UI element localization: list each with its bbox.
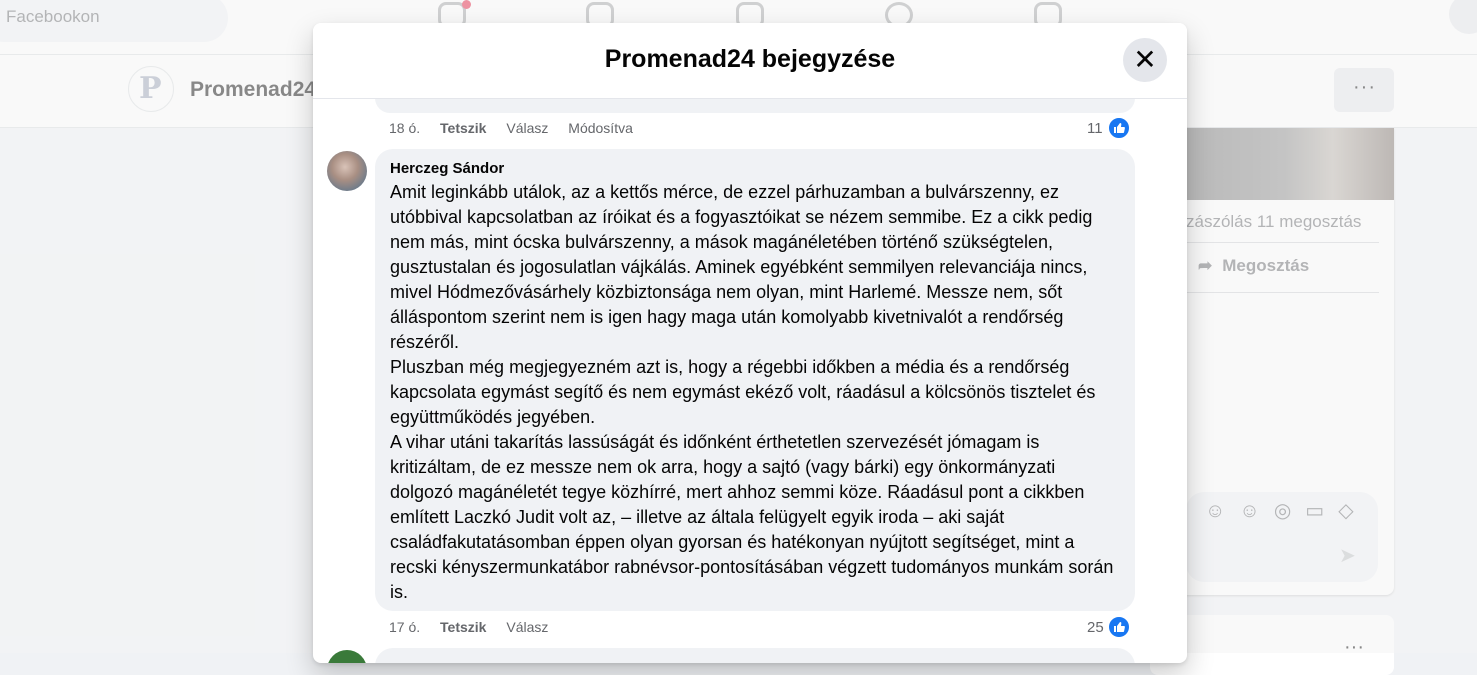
next-comment-bubble: [375, 648, 1135, 663]
like-icon[interactable]: [1108, 616, 1130, 638]
like-button[interactable]: Tetszik: [440, 619, 487, 635]
dialog-header: [313, 23, 1187, 99]
like-button[interactable]: Tetszik: [440, 120, 487, 136]
close-button[interactable]: [1123, 38, 1167, 82]
edited-label: Módosítva: [568, 120, 633, 136]
comment-text: [390, 180, 1120, 605]
dialog-title: Promenad24 bejegyzése: [604, 45, 896, 73]
comment-paragraph: Amit leginkább utálok, az a kettős mérce, de ezzel párhuzamban a bulvárszenny, ez utóbbival kapcsolatban az íróikat és a fogyasztóikat se nézem semmibe. Ez a cikk pedig nem más, mint ócska bulvárszenny, a mások magánéletében történő szükségtelen, gusztustalan és jogosulatlan vájkálás. Aminek egyébként semmilyen relevanciája nincs, mivel Hódmezővásárhely közbiztonsága nem olyan, mint Harlemé. Messze nem, sőt álláspontom szerint nem is igen hagy maga után komolyabb kivetnivalót a rendőrség részéről.: [390, 182, 1093, 352]
avatar[interactable]: [327, 151, 367, 191]
comment-time[interactable]: 17 ó.: [389, 619, 421, 635]
reaction-count[interactable]: 11: [1087, 120, 1103, 137]
avatar[interactable]: [327, 650, 367, 663]
comment-time[interactable]: 18 ó.: [389, 120, 421, 136]
comment-paragraph: Pluszban még megjegyezném azt is, hogy a régebbi időkben a média és a rendőrség kapcsolata egymást segítő és nem egymást ekéző volt, ráadásul a kölcsönös tisztelet és együttműködés jegyében.: [390, 357, 1096, 427]
comment-actions: [389, 619, 564, 635]
reply-button[interactable]: Válasz: [506, 120, 549, 136]
comment-author[interactable]: Herczeg Sándor: [390, 160, 505, 177]
close-icon: ✕: [1133, 44, 1157, 75]
previous-comment-actions: [389, 120, 649, 136]
comment-paragraph: A vihar utáni takarítás lassúságát és időnként érthetetlen szervezését jómagam is kritizáltam, de ez messze nem ok arra, hogy a sajtó (vagy bárki) egy önkormányzati dolgozó magánéletét tegye közhírré, mert ahhoz semmi köze. Ráadásul pont a cikkben említett Laczkó Judit volt az, – illetve az általa felügyelt egyik iroda – aki saját családfakutatásomban éppen olyan gyorsan és hatékonyan nyújtott segítséget, mint a recski kényszermunkatábor rabnévsor-pontosításában végzett tudományos munkám során is.: [390, 432, 1114, 602]
post-dialog: [313, 23, 1187, 663]
like-icon[interactable]: [1108, 117, 1130, 139]
reaction-count[interactable]: 25: [1087, 619, 1104, 636]
reply-button[interactable]: Válasz: [506, 619, 549, 635]
